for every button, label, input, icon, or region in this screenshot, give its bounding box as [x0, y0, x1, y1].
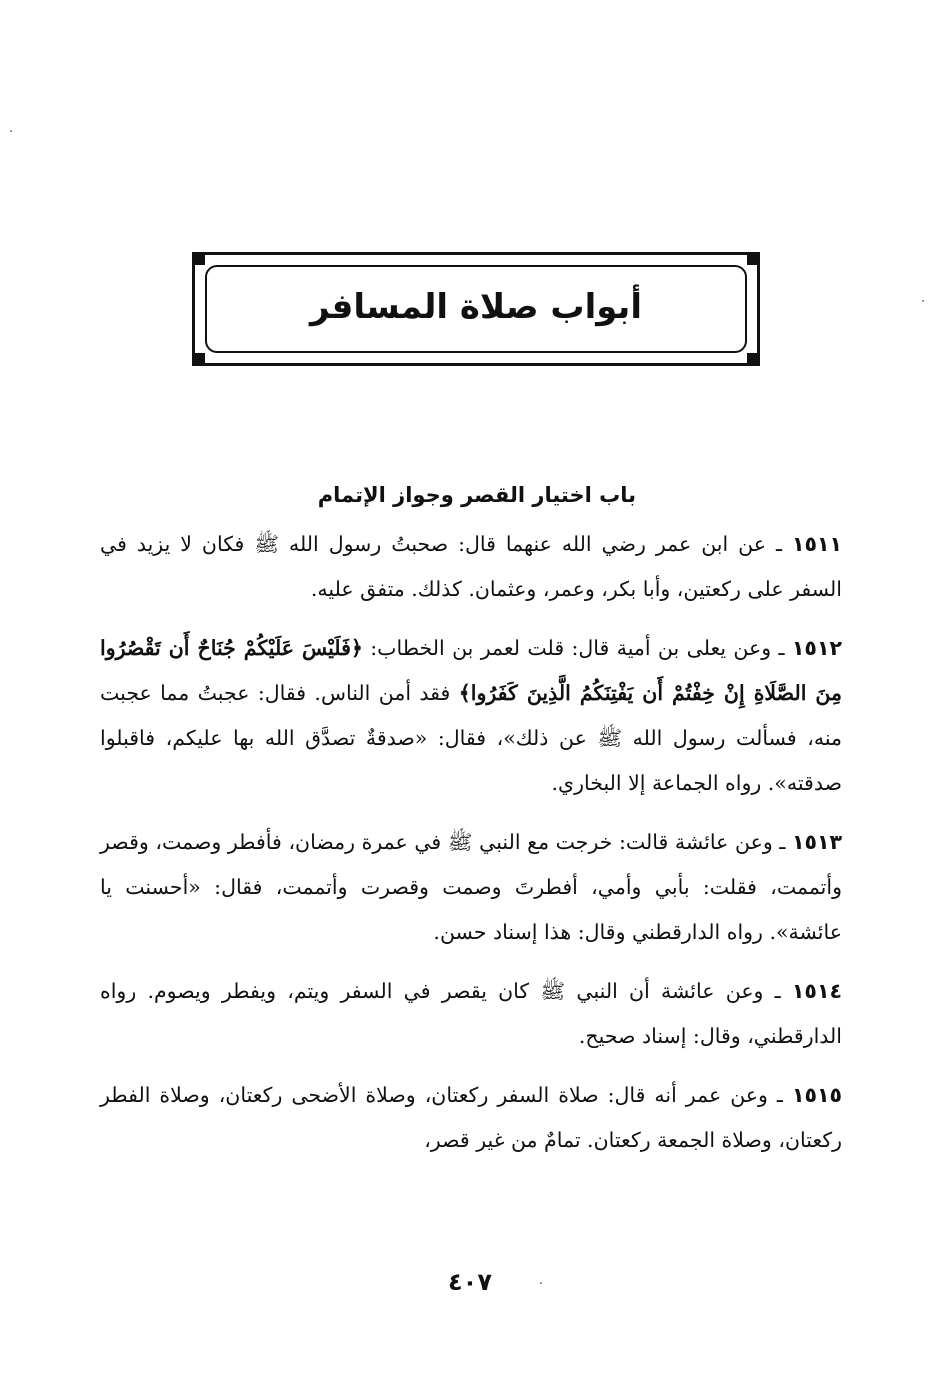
hadith-dash: ـ [767, 1083, 783, 1107]
section-heading: باب اختيار القصر وجواز الإتمام [317, 483, 636, 507]
frame-corner-ornament [747, 255, 757, 265]
hadith-number: ١٥١٣ [791, 830, 842, 854]
hadith-number: ١٥١١ [791, 532, 842, 556]
hadith-text: وعن عائشة قالت: خرجت مع النبي ﷺ في عمرة رمضان، فأفطر وصمت، وقصر وأتممت، فقلت: بأبي وأمي، أفطرتَ وصمت وقصرت وأتممت، فقال: «أحسنت يا عائشة». رواه الدارقطني وقال: هذا إسناد حسن. [100, 830, 842, 944]
hadith-dash: ـ [772, 830, 786, 854]
hadith-dash: ـ [766, 532, 782, 556]
hadith-1511 [100, 522, 842, 612]
chapter-title-frame [192, 252, 760, 366]
frame-corner-ornament [195, 255, 205, 265]
hadith-text: وعن يعلى بن أمية قال: قلت لعمر بن الخطاب: [370, 636, 772, 660]
hadith-number: ١٥١٥ [791, 1083, 842, 1107]
hadith-text-continued: فقد أمن الناس. فقال: عجبتُ مما عجبت منه، فسألت رسول الله ﷺ عن ذلك»، فقال: «صدقةٌ تصدَّق الله بها عليكم، فاقبلوا صدقته». رواه الجماعة إلا البخاري. [100, 681, 842, 795]
hadith-number: ١٥١٢ [791, 636, 842, 660]
hadith-text: وعن عمر أنه قال: صلاة السفر ركعتان، وصلاة الأضحى ركعتان، وصلاة الفطر ركعتان، وصلاة الجمعة ركعتان. تمامٌ من غير قصر، [100, 1083, 842, 1152]
hadith-text: وعن عائشة أن النبي ﷺ كان يقصر في السفر ويتم، ويفطر ويصوم. رواه الدارقطني، وقال: إسناد صحيح. [100, 979, 842, 1048]
hadith-1515 [100, 1073, 842, 1163]
scan-speck [922, 300, 924, 302]
hadith-text: عن ابن عمر رضي الله عنهما قال: صحبتُ رسول الله ﷺ فكان لا يزيد في السفر على ركعتين، وأبا بكر، وعمر، وعثمان. كذلك. متفق عليه. [100, 532, 842, 601]
hadith-number: ١٥١٤ [791, 979, 842, 1003]
hadith-1514 [100, 969, 842, 1059]
hadith-dash: ـ [763, 979, 781, 1003]
hadith-1513 [100, 820, 842, 955]
frame-corner-ornament [195, 353, 205, 363]
quran-verse: ﴿فَلَيْسَ عَلَيْكُمْ جُنَاحٌ أَن تَقْصُرُوا مِنَ الصَّلَاةِ إِنْ خِفْتُمْ أَن يَفْتِنَكُمُ الَّذِينَ كَفَرُوا﴾ [100, 636, 842, 705]
hadith-dash: ـ [771, 636, 785, 660]
hadith-1512 [100, 626, 842, 806]
frame-corner-ornament [747, 353, 757, 363]
scan-speck [540, 1282, 542, 1284]
scan-speck [10, 130, 12, 132]
hadith-list [100, 522, 842, 1177]
page-number: ٤٠٧ [448, 1268, 492, 1296]
chapter-title: أبواب صلاة المسافر [310, 287, 642, 327]
